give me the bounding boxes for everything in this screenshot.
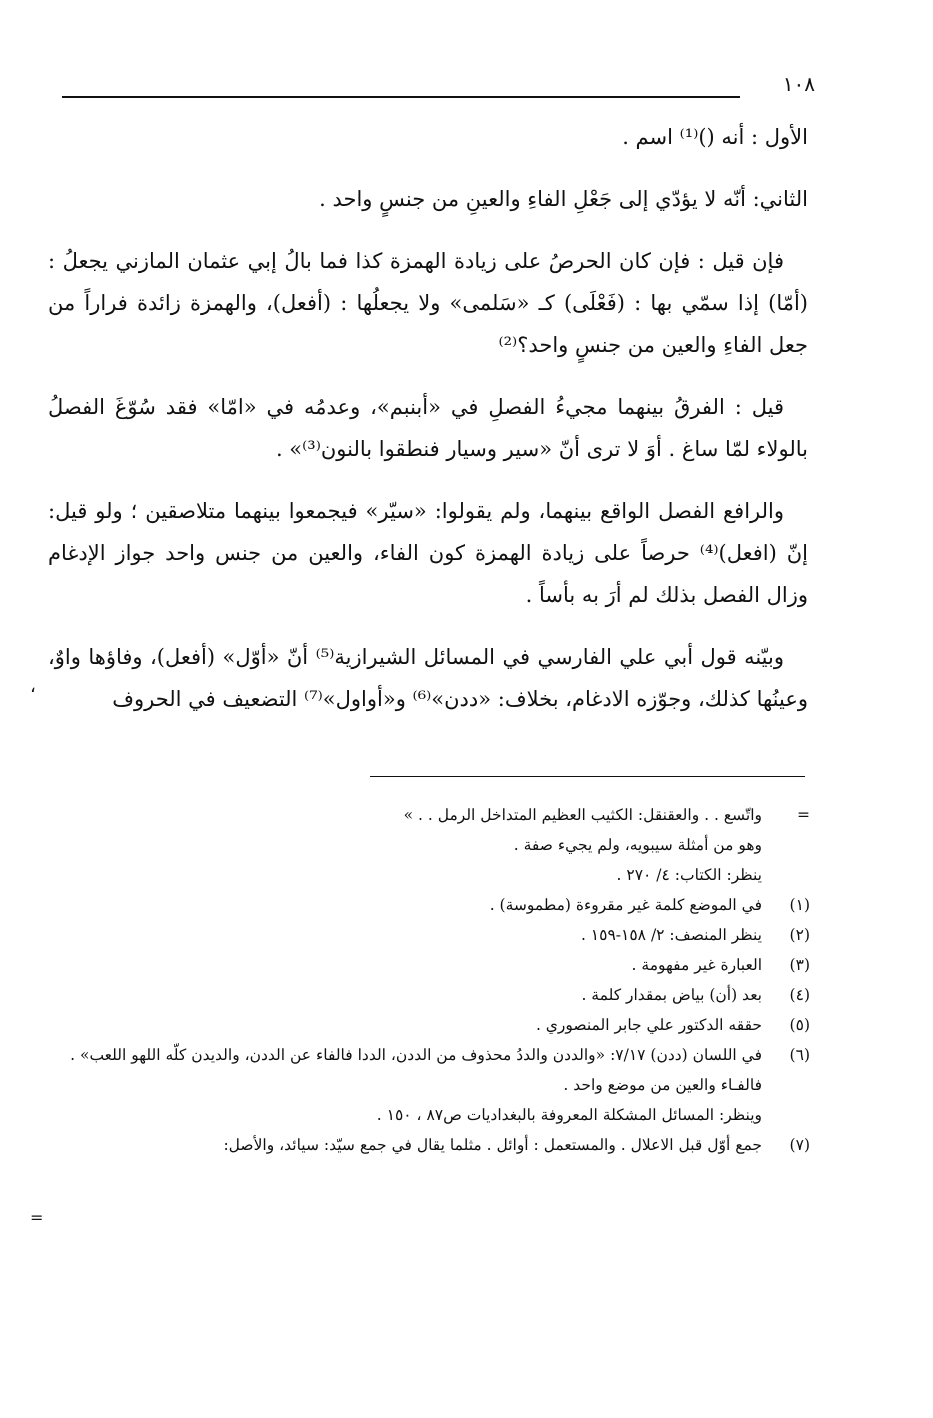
footnote-number: (٧) xyxy=(789,1136,810,1154)
footnote-7 xyxy=(40,1130,810,1160)
footnote-line: حققه الدكتور علي جابر المنصوري . xyxy=(535,1016,762,1034)
footnote-1 xyxy=(40,890,810,920)
footnote-line: العبارة غير مفهومة . xyxy=(631,956,762,974)
footnote-line: جمع أوّل قبل الاعلال . والمستعمل : أوائل . مثلما يقال في جمع سيّد: سيائد، والأصل: xyxy=(223,1136,762,1154)
footnote-2 xyxy=(40,920,810,950)
footnote-line: في اللسان (ددن) ٧/١٧: «والددن والددُ محذوف من الددن، الددا فالفاء عن الددن، والديدن كلّه اللهو اللعب» . xyxy=(70,1046,762,1064)
paragraph: الثاني: أنّه لا يؤدّي إلى جَعْلِ الفاءِ والعينِ من جنسٍ واحد . xyxy=(319,187,808,211)
paragraph: وبيّنه قول أبي علي الفارسي في المسائل الشيرازية⁽⁵⁾ أنّ «أوّل» (أفعل)، وفاؤها واوٌ، وعينُها كذلك، وجوّزه الادغام، بخلاف: «ددن»⁽⁶⁾ و«أواول»⁽⁷⁾ التضعيف في الحروف xyxy=(48,645,808,711)
continued-mark: = xyxy=(797,806,810,824)
footnote-6 xyxy=(40,1040,810,1130)
paragraph: والرافع الفصل الواقع بينهما، ولم يقولوا: «سيّر» فيجمعوا بينهما متلاصقين ؛ ولو قيل: إنّ (افعل)⁽⁴⁾ حرصاً على زيادة الهمزة كون الفاء، والعين من جنس واحد جواز الإدغام وزال الفصل بذلك لم أرَ به بأساً . xyxy=(48,499,808,607)
margin-mark: ، xyxy=(30,676,36,697)
footnotes xyxy=(40,800,810,1160)
main-text xyxy=(48,116,808,740)
footnote-number: (٢) xyxy=(789,926,810,944)
footnote-number: (١) xyxy=(789,896,810,914)
footnote-continued xyxy=(40,800,810,890)
footnote-3 xyxy=(40,950,810,980)
header-rule xyxy=(62,96,740,98)
footnote-line: وينظر: المسائل المشكلة المعروفة بالبغداديات ص٨٧ ، ١٥٠ . xyxy=(376,1106,762,1124)
footnote-number: (٥) xyxy=(789,1016,810,1034)
paragraph: قيل : الفرقُ بينهما مجيءُ الفصلِ في «أبنبم»، وعدمُه في «امّا» فقد سُوّغَ الفصلُ بالولاء لمّا ساغ . أوَ لا ترى أنّ «سير وسيار فنطقوا بالنون⁽³⁾» . xyxy=(48,395,808,461)
footnote-4 xyxy=(40,980,810,1010)
footnote-number: (٣) xyxy=(789,956,810,974)
footnote-line: فالفـاء والعين من موضع واحد . xyxy=(563,1076,762,1094)
footnote-line: وهو من أمثلة سيبويه، ولم يجيء صفة . xyxy=(513,836,762,854)
paragraph: الأول : أنه ()⁽¹⁾ اسم . xyxy=(622,125,808,149)
paragraph: فإن قيل : فإن كان الحرصُ على زيادة الهمزة كذا فما بالُ إبي عثمان المازني يجعلُ : (أمّا) إذا سمّي بها : (فَعْلَى) كـ «سَلمى» ولا يجعلُها : (أفعل)، والهمزة زائدة فراراً من جعل الفاءِ والعين من جنسٍ واحد؟⁽²⁾ xyxy=(48,249,808,357)
footnote-number: (٤) xyxy=(789,986,810,1004)
footnote-line: في الموضع كلمة غير مقروءة (مطموسة) . xyxy=(489,896,762,914)
footnote-line: ينظر: الكتاب: ٤/ ٢٧٠ . xyxy=(616,866,762,884)
footnote-line: ينظر المنصف: ٢/ ١٥٨-١٥٩ . xyxy=(580,926,762,944)
continued-mark-bottom: = xyxy=(30,1208,44,1227)
footnote-5 xyxy=(40,1010,810,1040)
footnote-line: واتّسع . . والعقنقل: الكثيب العظيم المتداخل الرمل . . » xyxy=(403,806,762,824)
footnote-number: (٦) xyxy=(789,1046,810,1064)
footnote-rule xyxy=(370,776,805,777)
footnote-line: بعد (أن) بياض بمقدار كلمة . xyxy=(581,986,762,1004)
page-number: ١٠٨ xyxy=(782,72,815,96)
